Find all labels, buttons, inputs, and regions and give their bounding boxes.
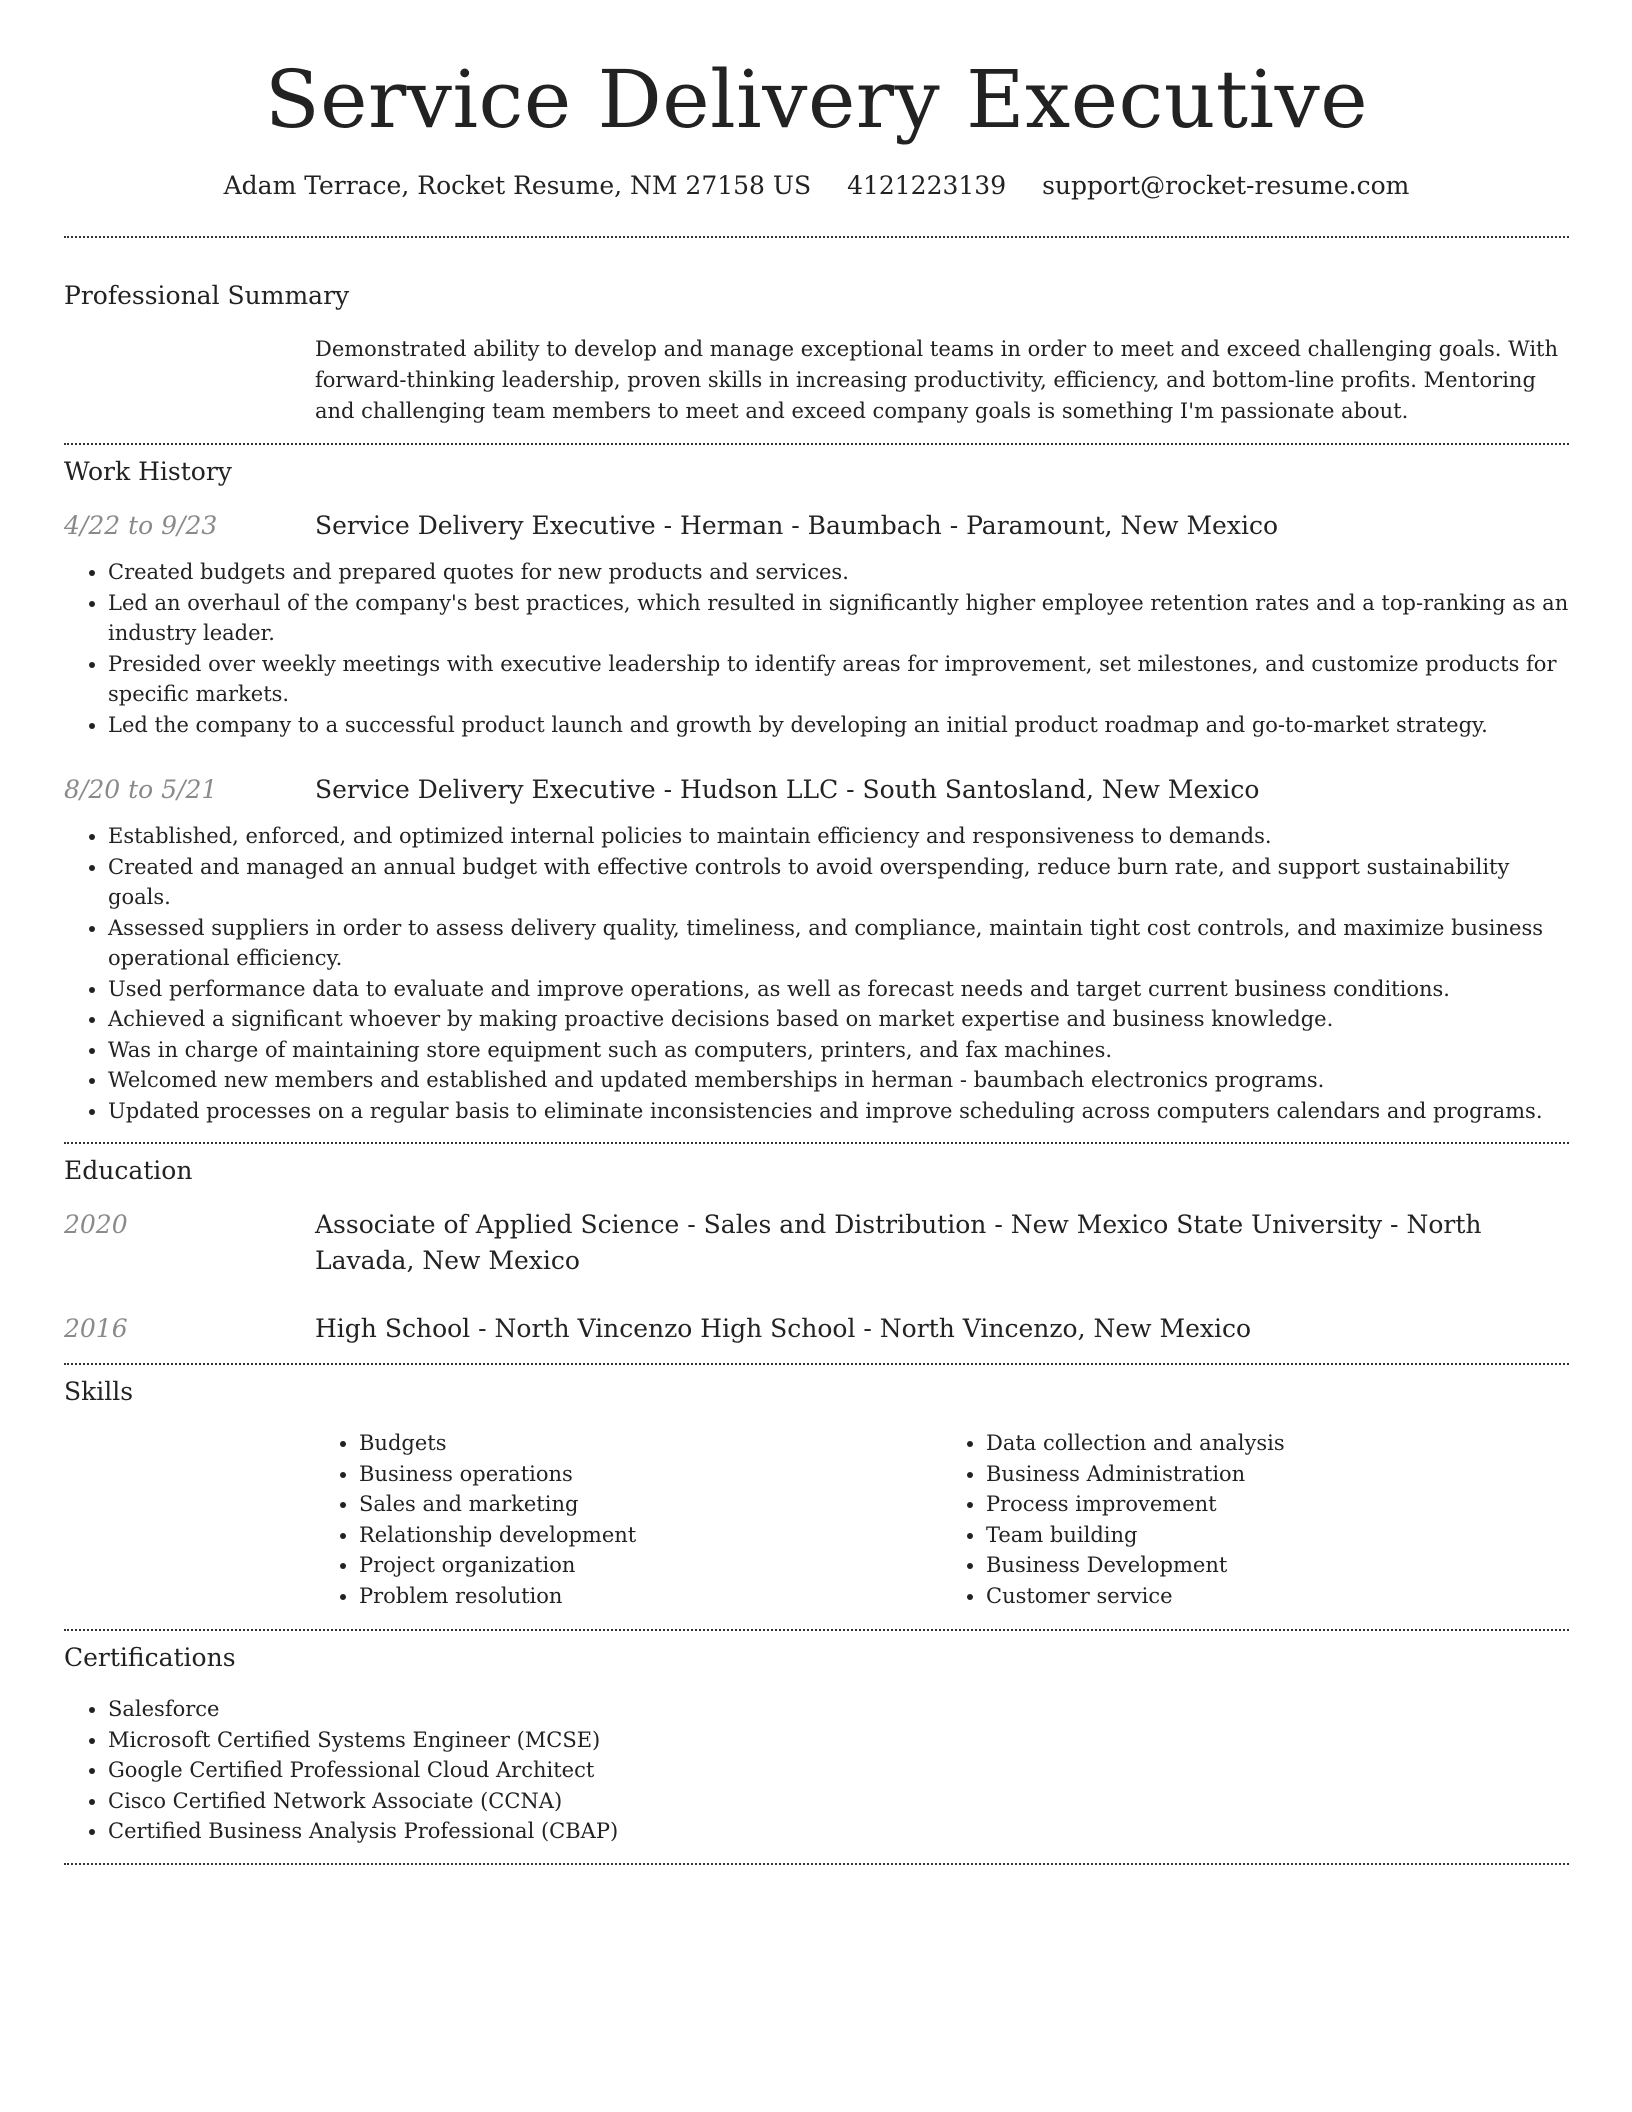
education-detail — [315, 1311, 1569, 1347]
education-degree: High School — [315, 1314, 471, 1343]
certifications-heading: Certifications — [64, 1643, 236, 1672]
job-entry — [64, 772, 1569, 1126]
job-bullet: • Created and managed an annual budget with effective controls to avoid overspending, reduce burn rate, and support sustainability goals. — [108, 852, 1569, 913]
divider — [64, 1863, 1569, 1865]
job-dates: 4/22 to 9/23 — [64, 511, 218, 540]
skill-item: • Customer service — [986, 1581, 1569, 1612]
job-bullet: • Created budgets and prepared quotes for new products and services. — [108, 557, 1569, 588]
job-heading: Service Delivery Executive - Herman - Baumbach - Paramount, New Mexico — [315, 511, 1279, 540]
certification-item: • Certified Business Analysis Professional (CBAP) — [108, 1816, 1569, 1847]
certifications-section — [64, 1631, 1569, 1847]
skills-heading: Skills — [64, 1377, 134, 1406]
education-detail — [315, 1207, 1569, 1279]
education-school: - North Vincenzo High School - North Vincenzo, New Mexico — [470, 1314, 1252, 1343]
skill-item: • Sales and marketing — [359, 1489, 942, 1520]
skill-item: • Business Administration — [986, 1459, 1569, 1490]
skills-list-right — [942, 1428, 1569, 1611]
skill-item: • Business operations — [359, 1459, 942, 1490]
skill-item: • Project organization — [359, 1550, 942, 1581]
education-section — [64, 1144, 1569, 1347]
resume-page — [64, 0, 1569, 1865]
certification-item: • Google Certified Professional Cloud Architect — [108, 1755, 1569, 1786]
job-bullet: • Updated processes on a regular basis to eliminate inconsistencies and improve scheduling across computers calendars and programs. — [108, 1096, 1569, 1127]
education-year: 2020 — [64, 1210, 128, 1239]
contact-line — [64, 170, 1569, 202]
job-bullet: • Presided over weekly meetings with executive leadership to identify areas for improvement, set milestones, and customize products for specific markets. — [108, 649, 1569, 710]
job-bullet: • Established, enforced, and optimized internal policies to maintain efficiency and responsiveness to demands. — [108, 821, 1569, 852]
education-heading: Education — [64, 1156, 193, 1185]
job-bullet: • Welcomed new members and established and updated memberships in herman - baumbach electronics programs. — [108, 1065, 1569, 1096]
education-entry — [64, 1311, 1569, 1347]
job-bullet: • Achieved a significant whoever by making proactive decisions based on market expertise and business knowledge. — [108, 1004, 1569, 1035]
job-bullet: • Led an overhaul of the company's best practices, which resulted in significantly higher employee retention rates and a top-ranking as an industry leader. — [108, 588, 1569, 649]
candidate-title: Service Delivery Executive — [264, 53, 1369, 146]
work-history-section — [64, 445, 1569, 1126]
contact-email: support@rocket-resume.com — [1042, 171, 1410, 200]
skill-item: • Process improvement — [986, 1489, 1569, 1520]
education-degree: Associate of Applied Science - Sales and Distribution — [315, 1210, 987, 1239]
job-bullets — [64, 821, 1569, 1126]
skills-columns — [315, 1428, 1569, 1611]
contact-phone: 4121223139 — [847, 171, 1007, 200]
education-year: 2016 — [64, 1314, 128, 1343]
job-bullet: • Was in charge of maintaining store equipment such as computers, printers, and fax machines. — [108, 1035, 1569, 1066]
job-heading: Service Delivery Executive - Hudson LLC - South Santosland, New Mexico — [315, 775, 1260, 804]
summary-section — [64, 238, 1569, 427]
job-dates: 8/20 to 5/21 — [64, 775, 218, 804]
skills-list-left — [315, 1428, 942, 1611]
summary-text: Demonstrated ability to develop and manage exceptional teams in order to meet and exceed challenging goals. With forward-thinking leadership, proven skills in increasing productivity, efficiency, and bottom-line profits. Mentoring and challenging team members to meet and exceed company goals is something I'm passionate about. — [315, 337, 1558, 423]
job-bullet: • Assessed suppliers in order to assess delivery quality, timeliness, and compliance, maintain tight cost controls, and maximize business operational efficiency. — [108, 913, 1569, 974]
job-entry — [64, 508, 1569, 740]
education-entry — [64, 1207, 1569, 1279]
education-school: - New Mexico State University - North Lavada, New Mexico — [315, 1210, 1482, 1275]
certifications-list — [64, 1694, 1569, 1847]
skill-item: • Team building — [986, 1520, 1569, 1551]
job-bullet: • Led the company to a successful product launch and growth by developing an initial product roadmap and go-to-market strategy. — [108, 710, 1569, 741]
summary-heading: Professional Summary — [64, 281, 350, 310]
contact-address: Adam Terrace, Rocket Resume, NM 27158 US — [223, 171, 812, 200]
certification-item: • Microsoft Certified Systems Engineer (MCSE) — [108, 1725, 1569, 1756]
skill-item: • Budgets — [359, 1428, 942, 1459]
skills-section — [64, 1365, 1569, 1611]
work-history-heading: Work History — [64, 457, 232, 486]
job-bullet: • Used performance data to evaluate and improve operations, as well as forecast needs and target current business conditions. — [108, 974, 1569, 1005]
skill-item: • Business Development — [986, 1550, 1569, 1581]
skill-item: • Problem resolution — [359, 1581, 942, 1612]
job-bullets — [64, 557, 1569, 740]
skill-item: • Relationship development — [359, 1520, 942, 1551]
certification-item: • Cisco Certified Network Associate (CCNA) — [108, 1786, 1569, 1817]
skill-item: • Data collection and analysis — [986, 1428, 1569, 1459]
certification-item: • Salesforce — [108, 1694, 1569, 1725]
